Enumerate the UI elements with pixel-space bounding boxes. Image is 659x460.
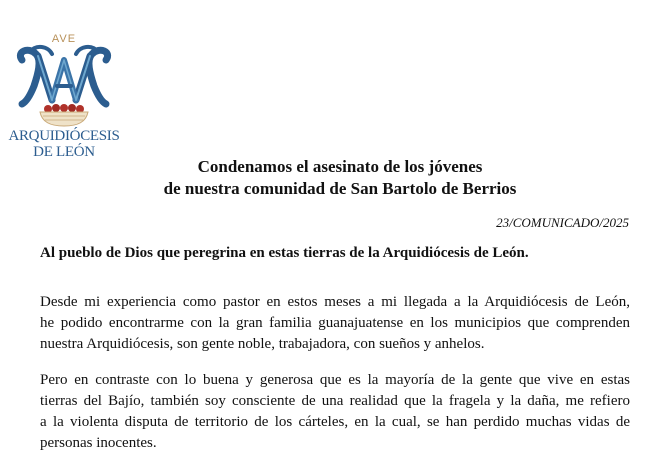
logo-name-line1: ARQUIDIÓCESIS bbox=[8, 128, 120, 144]
paragraph-line: personas inocentes. bbox=[40, 435, 157, 451]
archdiocese-logo bbox=[8, 30, 120, 162]
greeting: Al pueblo de Dios que peregrina en estas tierras de la Arquidiócesis de León. bbox=[40, 245, 529, 261]
paragraph-line: a la violenta disputa de territorio de los cárteles, en la cual, se han perdido muchas vidas de bbox=[40, 414, 630, 430]
basket-icon bbox=[40, 104, 88, 126]
paragraph-1 bbox=[40, 292, 630, 355]
ave-maria-monogram-icon bbox=[8, 30, 120, 130]
paragraph-line: he podido encontrarme con la gran familia guanajuatense en los municipios que comprenden bbox=[40, 315, 630, 331]
paragraph-2 bbox=[40, 370, 630, 454]
paragraph-line: Pero en contraste con lo buena y generosa que es la mayoría de la gente que vive en estas bbox=[40, 372, 630, 388]
paragraph-line: nuestra Arquidiócesis, son gente noble, trabajadora, con sueños y anhelos. bbox=[40, 336, 485, 352]
logo-motto: AVE bbox=[51, 33, 77, 45]
document-title bbox=[100, 156, 580, 200]
communique-reference: 23/COMUNICADO/2025 bbox=[496, 215, 629, 230]
title-line-2: de nuestra comunidad de San Bartolo de Berrios bbox=[163, 179, 517, 198]
logo-name-line2: DE LEÓN bbox=[33, 144, 95, 160]
paragraph-line: Desde mi experiencia como pastor en estos meses a mi llegada a la Arquidiócesis de León, bbox=[40, 294, 630, 310]
title-line-1: Condenamos el asesinato de los jóvenes bbox=[197, 157, 483, 176]
paragraph-line: tierras del Bajío, también soy consciente de una realidad que la fragela y la daña, me refiero bbox=[40, 393, 630, 409]
